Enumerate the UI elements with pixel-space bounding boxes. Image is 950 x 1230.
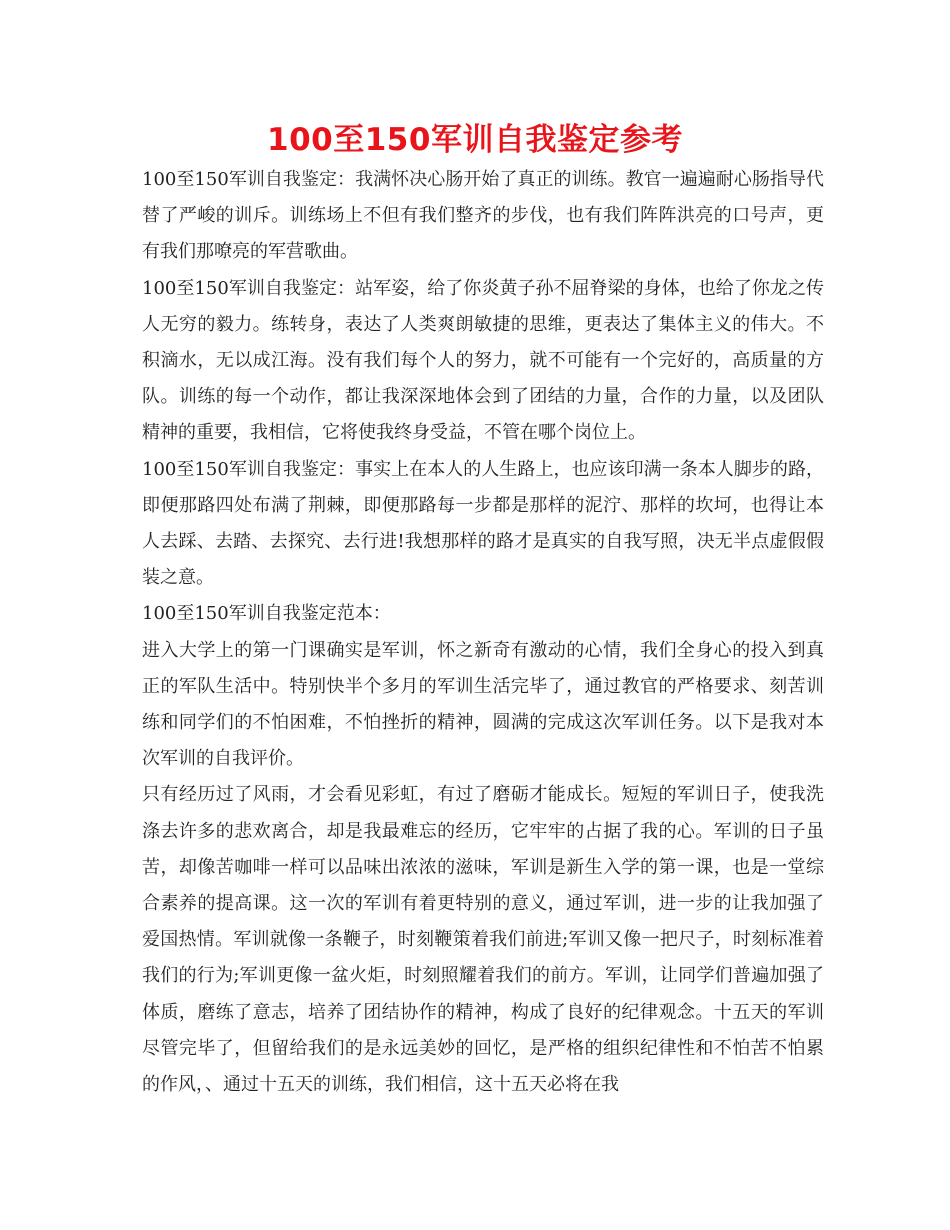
paragraph-5: 进入大学上的第一门课确实是军训，怀之新奇有激动的心情，我们全身心的投入到真正的军队生活中。特别快半个多月的军训生活完毕了，通过教官的严格要求、刻苦训练和同学们的不怕困难，不怕挫折的精神，圆满的完成这次军训任务。以下是我对本次军训的自我评价。 bbox=[142, 639, 824, 770]
paragraph-2: 100至150军训自我鉴定：站军姿，给了你炎黄子孙不屈脊梁的身体，也给了你龙之传人无穷的毅力。练转身，表达了人类爽朗敏捷的思维，更表达了集体主义的伟大。不积滴水，无以成江海。没有我们每个人的努力，就不可能有一个完好的，高质量的方队。训练的每一个动作，都让我深深地体会到了团结的力量，合作的力量，以及团队精神的重要，我相信，它将使我终身受益，不管在哪个岗位上。 bbox=[142, 277, 824, 444]
paragraph-3: 100至150军训自我鉴定：事实上在本人的人生路上，也应该印满一条本人脚步的路，即便那路四处布满了荆棘，即便那路每一步都是那样的泥泞、那样的坎坷，也得让本人去踩、去踏、去探究、去行进!我想那样的路才是真实的自我写照，决无半点虚假假装之意。 bbox=[142, 458, 824, 589]
paragraph-6: 只有经历过了风雨，才会看见彩虹，有过了磨砺才能成长。短短的军训日子，使我洗涤去许多的悲欢离合，却是我最难忘的经历，它牢牢的占据了我的心。军训的日子虽苦，却像苦咖啡一样可以品味出浓浓的滋味，军训是新生入学的第一课，也是一堂综合素养的提高课。这一次的军训有着更特别的意义，通过军训，进一步的让我加强了爱国热情。军训就像一条鞭子，时刻鞭策着我们前进;军训又像一把尺子，时刻标准着我们的行为;军训更像一盆火炬，时刻照耀着我们的前方。军训，让同学们普遍加强了体质，磨练了意志，培养了团结协作的精神，构成了良好的纪律观念。十五天的军训尽管完毕了，但留给我们的是永远美妙的回忆，是严格的组织纪律性和不怕苦不怕累的作风，、通过十五天的训练，我们相信，这十五天必将在我 bbox=[142, 784, 824, 1096]
document-body bbox=[142, 162, 824, 1103]
document-title: 100至150军训自我鉴定参考 bbox=[267, 122, 683, 158]
paragraph-4: 100至150军训自我鉴定范本： bbox=[142, 603, 391, 625]
paragraph-1: 100至150军训自我鉴定：我满怀决心肠开始了真正的训练。教官一遍遍耐心肠指导代替了严峻的训斥。训练场上不但有我们整齐的步伐，也有我们阵阵洪亮的口号声，更有我们那嘹亮的军营歌曲。 bbox=[142, 169, 824, 263]
